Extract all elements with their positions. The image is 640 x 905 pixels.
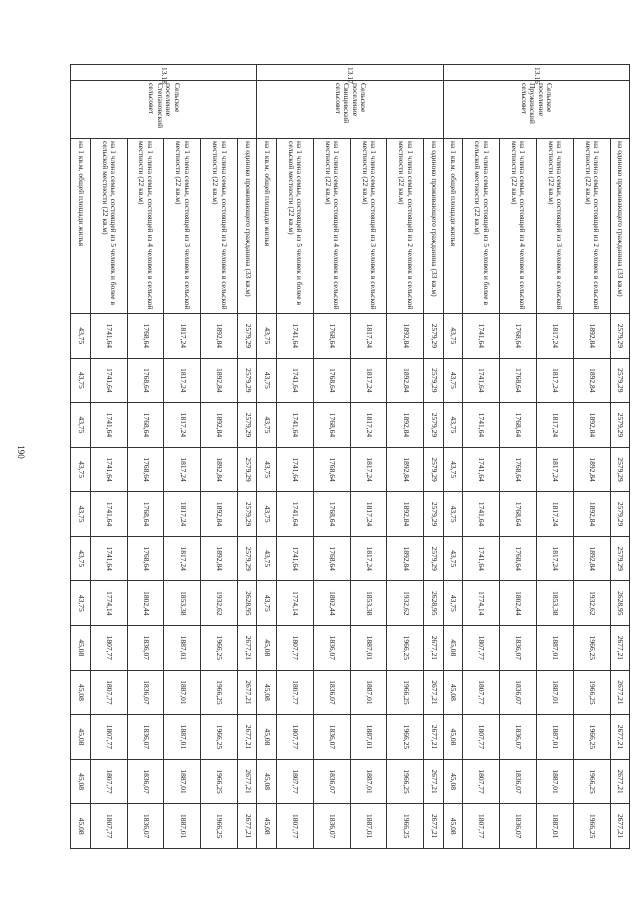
value-cell: 2579,29 [238, 536, 257, 581]
value-cell: 43,75 [257, 358, 276, 403]
value-cell: 1768,64 [313, 536, 350, 581]
value-cell: 43,75 [71, 492, 91, 537]
value-cell: 1887,01 [536, 626, 573, 671]
value-cell: 2579,29 [424, 358, 443, 403]
value-cell: 2677,21 [610, 759, 629, 804]
value-cell: 1768,64 [500, 403, 537, 448]
value-cell: 1741,64 [276, 314, 313, 359]
value-cell: 1966,25 [387, 759, 424, 804]
value-cell: 43,75 [71, 358, 91, 403]
value-cell: 1807,77 [90, 804, 127, 849]
value-cell: 45,08 [71, 626, 91, 671]
value-cell: 1836,07 [127, 670, 164, 715]
value-cell: 1836,07 [500, 715, 537, 760]
section-code: 13.18 [71, 65, 258, 81]
value-cell: 1966,25 [573, 626, 610, 671]
value-cell: 2677,21 [610, 804, 629, 849]
value-cell: 1887,01 [536, 670, 573, 715]
value-cell: 45,08 [71, 715, 91, 760]
table-body [71, 65, 630, 849]
value-cell: 1887,01 [164, 759, 201, 804]
value-cell: 1892,84 [387, 314, 424, 359]
value-cell: 43,75 [257, 492, 276, 537]
settlement-name: Сельское поселение Свищевский сельсовет [257, 81, 443, 139]
value-cell: 43,75 [443, 403, 462, 448]
table-row [500, 65, 537, 849]
value-cell: 45,08 [443, 670, 462, 715]
value-cell: 1768,64 [313, 358, 350, 403]
value-cell: 2579,29 [610, 492, 629, 537]
settlement-name: Сельское поселение Пружинский сельсовет [443, 81, 629, 139]
value-cell: 45,08 [71, 759, 91, 804]
value-cell: 1817,24 [164, 403, 201, 448]
value-cell: 1892,84 [201, 358, 238, 403]
row-description: на 1 члена семьи, состоящей из 2 человек в сельской местности (22 кв.м) [201, 139, 238, 314]
value-cell: 2677,21 [238, 715, 257, 760]
table-row [610, 65, 629, 849]
value-cell: 1741,64 [463, 314, 500, 359]
value-cell: 1768,64 [313, 492, 350, 537]
value-cell: 1774,14 [90, 581, 127, 626]
value-cell: 1836,07 [127, 804, 164, 849]
value-cell: 45,08 [257, 626, 276, 671]
value-cell: 1966,25 [201, 759, 238, 804]
value-cell: 1768,64 [500, 314, 537, 359]
value-cell: 1741,64 [90, 536, 127, 581]
value-cell: 2677,21 [238, 804, 257, 849]
value-cell: 1774,14 [463, 581, 500, 626]
value-cell: 1892,84 [573, 403, 610, 448]
page-number: 190 [15, 445, 26, 459]
value-cell: 1768,64 [500, 358, 537, 403]
value-cell: 1802,44 [313, 581, 350, 626]
value-cell: 1807,77 [90, 715, 127, 760]
value-cell: 1817,24 [350, 447, 387, 492]
value-cell: 1836,07 [313, 626, 350, 671]
value-cell: 1817,24 [164, 536, 201, 581]
value-cell: 1966,25 [387, 626, 424, 671]
value-cell: 1768,64 [127, 536, 164, 581]
value-cell: 1966,25 [573, 804, 610, 849]
value-cell: 1768,64 [500, 492, 537, 537]
value-cell: 1741,64 [276, 447, 313, 492]
value-cell: 1836,07 [313, 715, 350, 760]
table-row [350, 65, 387, 849]
value-cell: 43,75 [257, 403, 276, 448]
value-cell: 2579,29 [238, 403, 257, 448]
value-cell: 1807,77 [463, 715, 500, 760]
value-cell: 1836,07 [500, 759, 537, 804]
value-cell: 1768,64 [313, 403, 350, 448]
value-cell: 1807,77 [463, 670, 500, 715]
row-description: на 1 члена семьи, состоящей из 5 человек и более в сельской местности (22 кв.м) [276, 139, 313, 314]
value-cell: 1768,64 [127, 403, 164, 448]
value-cell: 1741,64 [463, 492, 500, 537]
value-cell: 2579,29 [610, 403, 629, 448]
table-row [463, 65, 500, 849]
value-cell: 1966,25 [387, 670, 424, 715]
value-cell: 1817,24 [350, 492, 387, 537]
value-cell: 1836,07 [313, 804, 350, 849]
section-code: 13.17 [257, 65, 443, 81]
value-cell: 1892,84 [573, 358, 610, 403]
value-cell: 1892,84 [201, 403, 238, 448]
value-cell: 1741,64 [463, 536, 500, 581]
value-cell: 1807,77 [276, 804, 313, 849]
row-description: на 1 члена семьи, состоящей из 3 человек в сельской местности (22 кв.м) [164, 139, 201, 314]
table-row [536, 65, 573, 849]
value-cell: 45,08 [71, 804, 91, 849]
value-cell: 2677,21 [238, 759, 257, 804]
value-cell: 1807,77 [90, 759, 127, 804]
value-cell: 1892,84 [387, 492, 424, 537]
value-cell: 1802,44 [127, 581, 164, 626]
value-cell: 2677,21 [610, 670, 629, 715]
value-cell: 1853,38 [164, 581, 201, 626]
table-row [313, 65, 350, 849]
value-cell: 45,08 [257, 670, 276, 715]
value-cell: 1892,84 [573, 314, 610, 359]
value-cell: 1892,84 [201, 492, 238, 537]
value-cell: 1741,64 [463, 447, 500, 492]
value-cell: 43,75 [257, 314, 276, 359]
value-cell: 2628,95 [424, 581, 443, 626]
row-description: на 1 кв.м. общей площади жилья [443, 139, 462, 314]
value-cell: 1887,01 [164, 670, 201, 715]
value-cell: 1817,24 [536, 403, 573, 448]
value-cell: 2579,29 [238, 447, 257, 492]
value-cell: 1887,01 [350, 715, 387, 760]
value-cell: 1817,24 [536, 447, 573, 492]
value-cell: 1966,25 [573, 670, 610, 715]
value-cell: 45,08 [443, 715, 462, 760]
row-description: на 1 члена семьи, состоящей из 4 человек в сельской местности (22 кв.м) [313, 139, 350, 314]
value-cell: 1807,77 [276, 626, 313, 671]
value-cell: 1768,64 [500, 536, 537, 581]
value-cell: 1741,64 [90, 314, 127, 359]
value-cell: 45,08 [257, 715, 276, 760]
value-cell: 43,75 [257, 581, 276, 626]
value-cell: 2579,29 [238, 314, 257, 359]
value-cell: 1892,84 [387, 447, 424, 492]
row-description: на 1 члена семьи, состоящей из 4 человек в сельской местности (22 кв.м) [500, 139, 537, 314]
table-row [238, 65, 257, 849]
value-cell: 1892,84 [387, 403, 424, 448]
value-cell: 1768,64 [127, 314, 164, 359]
value-cell: 1966,25 [201, 670, 238, 715]
value-cell: 1817,24 [164, 358, 201, 403]
table-row [276, 65, 313, 849]
value-cell: 1802,44 [500, 581, 537, 626]
table-row [127, 65, 164, 849]
value-cell: 1768,64 [127, 447, 164, 492]
value-cell: 1887,01 [164, 626, 201, 671]
value-cell: 1887,01 [536, 759, 573, 804]
value-cell: 1741,64 [463, 358, 500, 403]
table-row [443, 65, 462, 849]
value-cell: 43,75 [257, 447, 276, 492]
value-cell: 1892,84 [573, 536, 610, 581]
value-cell: 1887,01 [350, 626, 387, 671]
value-cell: 43,75 [443, 492, 462, 537]
value-cell: 45,08 [257, 804, 276, 849]
value-cell: 43,75 [71, 403, 91, 448]
value-cell: 1741,64 [90, 403, 127, 448]
value-cell: 2677,21 [424, 670, 443, 715]
value-cell: 1817,24 [164, 314, 201, 359]
value-cell: 1817,24 [350, 358, 387, 403]
value-cell: 1853,38 [536, 581, 573, 626]
value-cell: 1836,07 [127, 759, 164, 804]
value-cell: 1887,01 [164, 715, 201, 760]
value-cell: 43,75 [443, 314, 462, 359]
value-cell: 43,75 [71, 314, 91, 359]
value-cell: 1807,77 [463, 626, 500, 671]
value-cell: 2677,21 [424, 759, 443, 804]
value-cell: 1807,77 [463, 804, 500, 849]
value-cell: 1817,24 [350, 403, 387, 448]
value-cell: 45,08 [443, 759, 462, 804]
value-cell: 1768,64 [127, 358, 164, 403]
value-cell: 2579,29 [238, 492, 257, 537]
value-cell: 43,75 [71, 581, 91, 626]
value-cell: 43,75 [443, 581, 462, 626]
value-cell: 1966,25 [201, 804, 238, 849]
value-cell: 43,75 [71, 447, 91, 492]
value-cell: 1887,01 [536, 804, 573, 849]
table-row [424, 65, 443, 849]
value-cell: 43,75 [443, 358, 462, 403]
value-cell: 2628,95 [610, 581, 629, 626]
value-cell: 1966,25 [387, 804, 424, 849]
value-cell: 1807,77 [463, 759, 500, 804]
value-cell: 1817,24 [350, 314, 387, 359]
table-row [573, 65, 610, 849]
value-cell: 1817,24 [536, 358, 573, 403]
value-cell: 2579,29 [424, 403, 443, 448]
value-cell: 1836,07 [127, 626, 164, 671]
section-code: 13.16 [443, 65, 629, 81]
value-cell: 1966,25 [387, 715, 424, 760]
value-cell: 1892,84 [573, 447, 610, 492]
value-cell: 2677,21 [238, 670, 257, 715]
value-cell: 1836,07 [313, 670, 350, 715]
value-cell: 1807,77 [276, 759, 313, 804]
row-description: на одиноко проживающего гражданина (33 кв.м) [238, 139, 257, 314]
value-cell: 1741,64 [276, 536, 313, 581]
value-cell: 2579,29 [424, 536, 443, 581]
value-cell: 43,75 [443, 536, 462, 581]
value-cell: 2579,29 [424, 447, 443, 492]
value-cell: 1817,24 [536, 536, 573, 581]
value-cell: 1741,64 [90, 492, 127, 537]
value-cell: 1892,84 [387, 358, 424, 403]
value-cell: 1768,64 [313, 314, 350, 359]
value-cell: 1892,84 [201, 536, 238, 581]
value-cell: 2677,21 [424, 626, 443, 671]
value-cell: 2579,29 [424, 314, 443, 359]
value-cell: 45,08 [443, 804, 462, 849]
row-description: на 1 кв.м. общей площади жилья [71, 139, 91, 314]
value-cell: 1932,62 [201, 581, 238, 626]
tariff-table [70, 64, 630, 849]
value-cell: 1741,64 [276, 403, 313, 448]
row-description: на 1 члена семьи, состоящей из 2 человек в сельской местности (22 кв.м) [573, 139, 610, 314]
value-cell: 2677,21 [238, 626, 257, 671]
value-cell: 1887,01 [350, 670, 387, 715]
value-cell: 1807,77 [276, 670, 313, 715]
row-description: на одиноко проживающего гражданина (33 кв.м) [424, 139, 443, 314]
value-cell: 1892,84 [573, 492, 610, 537]
value-cell: 43,75 [71, 536, 91, 581]
value-cell: 2677,21 [610, 626, 629, 671]
value-cell: 1741,64 [90, 447, 127, 492]
value-cell: 1741,64 [463, 403, 500, 448]
value-cell: 1836,07 [500, 804, 537, 849]
value-cell: 1817,24 [350, 536, 387, 581]
value-cell: 1741,64 [276, 492, 313, 537]
value-cell: 1966,25 [201, 715, 238, 760]
value-cell: 2677,21 [424, 804, 443, 849]
value-cell: 2579,29 [610, 447, 629, 492]
value-cell: 2677,21 [610, 715, 629, 760]
value-cell: 1817,24 [164, 447, 201, 492]
value-cell: 1807,77 [90, 626, 127, 671]
row-description: на 1 члена семьи, состоящей из 3 человек в сельской местности (22 кв.м) [350, 139, 387, 314]
table-row [257, 65, 276, 849]
table-row [164, 65, 201, 849]
row-description: на 1 кв.м. общей площади жилья [257, 139, 276, 314]
value-cell: 45,08 [443, 626, 462, 671]
value-cell: 1966,25 [573, 759, 610, 804]
value-cell: 1892,84 [387, 536, 424, 581]
value-cell: 1768,64 [313, 447, 350, 492]
row-description: на 1 члена семьи, состоящей из 2 человек в сельской местности (22 кв.м) [387, 139, 424, 314]
document-page [70, 64, 630, 849]
value-cell: 2677,21 [424, 715, 443, 760]
row-description: на 1 члена семьи, состоящей из 4 человек в сельской местности (22 кв.м) [127, 139, 164, 314]
table-row [90, 65, 127, 849]
value-cell: 1892,84 [201, 314, 238, 359]
rotated-content [70, 64, 630, 849]
table-row [71, 65, 91, 849]
value-cell: 2579,29 [610, 536, 629, 581]
value-cell: 45,08 [257, 759, 276, 804]
value-cell: 1807,77 [276, 715, 313, 760]
value-cell: 45,08 [71, 670, 91, 715]
value-cell: 1887,01 [350, 759, 387, 804]
settlement-name: Сельское поселение Степановский сельсовет [71, 81, 258, 139]
table-row [201, 65, 238, 849]
value-cell: 2579,29 [610, 314, 629, 359]
value-cell: 1774,14 [276, 581, 313, 626]
value-cell: 1853,38 [350, 581, 387, 626]
value-cell: 1836,07 [127, 715, 164, 760]
value-cell: 1836,07 [500, 670, 537, 715]
value-cell: 1887,01 [350, 804, 387, 849]
row-description: на 1 члена семьи, состоящей из 5 человек и более в сельской местности (22 кв.м) [90, 139, 127, 314]
value-cell: 1817,24 [536, 314, 573, 359]
value-cell: 1817,24 [536, 492, 573, 537]
value-cell: 2628,95 [238, 581, 257, 626]
value-cell: 1887,01 [164, 804, 201, 849]
row-description: на 1 члена семьи, состоящей из 3 человек в сельской местности (22 кв.м) [536, 139, 573, 314]
value-cell: 1966,25 [201, 626, 238, 671]
value-cell: 1932,62 [387, 581, 424, 626]
table-row [387, 65, 424, 849]
value-cell: 1887,01 [536, 715, 573, 760]
value-cell: 2579,29 [424, 492, 443, 537]
value-cell: 1892,84 [201, 447, 238, 492]
value-cell: 1966,25 [573, 715, 610, 760]
value-cell: 2579,29 [238, 358, 257, 403]
value-cell: 43,75 [257, 536, 276, 581]
row-description: на одиноко проживающего гражданина (33 кв.м) [610, 139, 629, 314]
value-cell: 1932,62 [573, 581, 610, 626]
value-cell: 1836,07 [500, 626, 537, 671]
value-cell: 1768,64 [500, 447, 537, 492]
row-description: на 1 члена семьи, состоящей из 5 человек и более в сельской местности (22 кв.м) [463, 139, 500, 314]
value-cell: 1817,24 [164, 492, 201, 537]
value-cell: 1836,07 [313, 759, 350, 804]
value-cell: 1741,64 [276, 358, 313, 403]
value-cell: 1741,64 [90, 358, 127, 403]
value-cell: 1807,77 [90, 670, 127, 715]
value-cell: 43,75 [443, 447, 462, 492]
value-cell: 2579,29 [610, 358, 629, 403]
value-cell: 1768,64 [127, 492, 164, 537]
